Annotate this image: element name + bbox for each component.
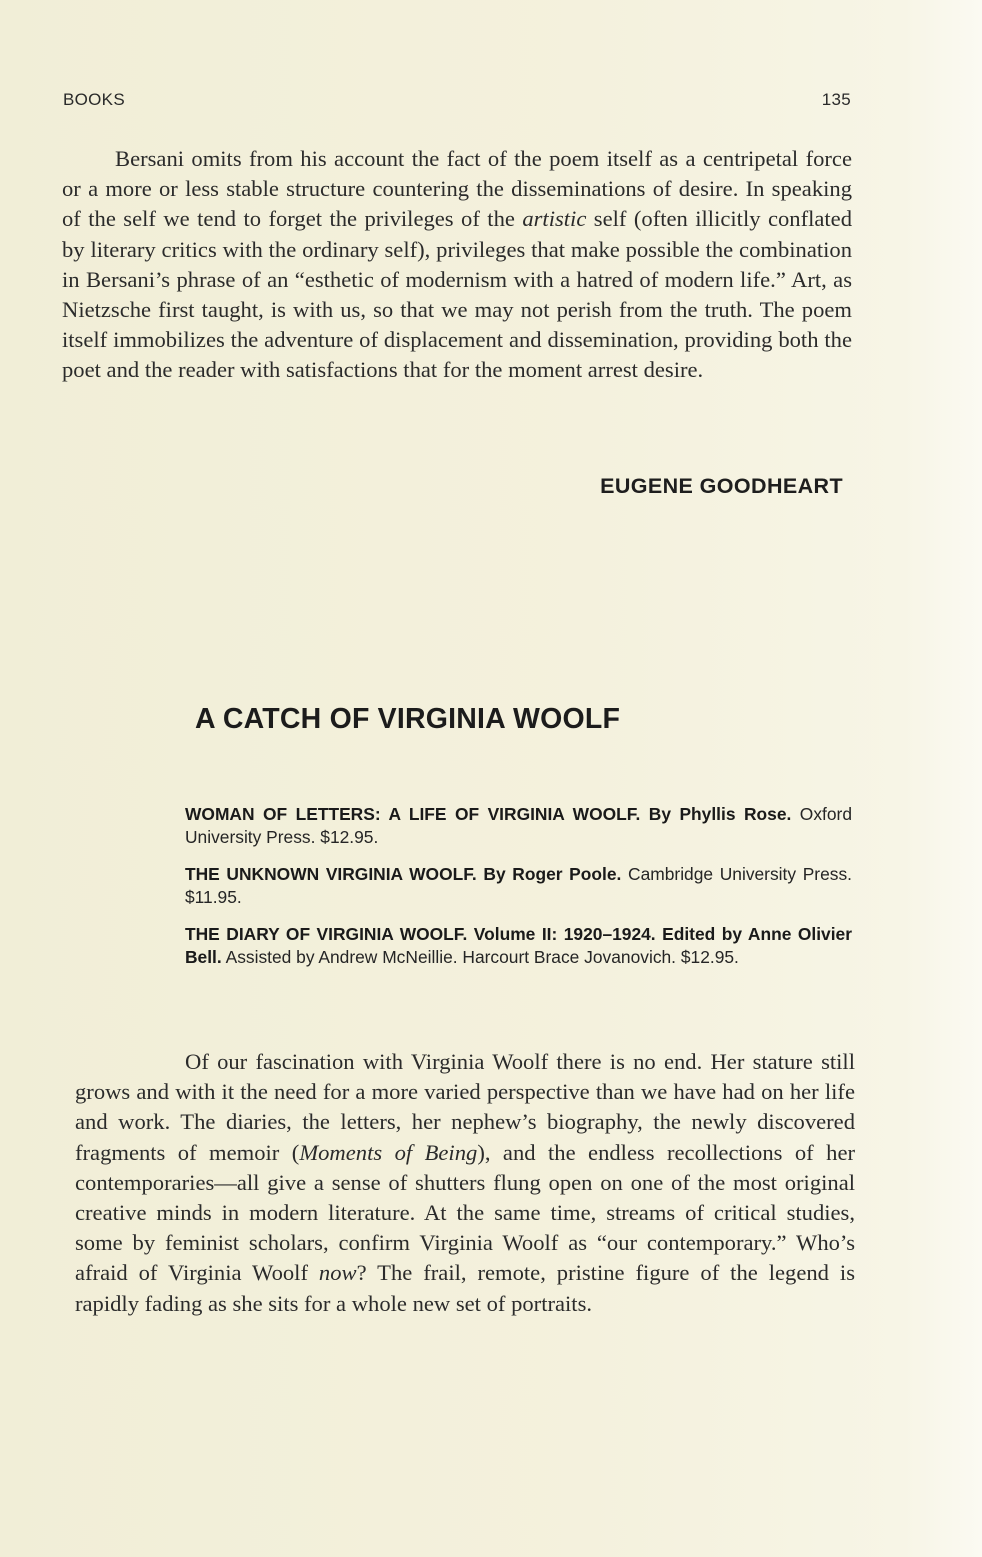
book-title: THE UNKNOWN VIRGINIA WOOLF. By Roger Poole. xyxy=(185,864,622,884)
text-run-italic: now xyxy=(318,1260,357,1286)
reviewed-books-list xyxy=(185,803,852,983)
article-opening-paragraph xyxy=(75,1047,855,1319)
book-publisher: Assisted by Andrew McNeillie. Harcourt Brace Jovanovich. $12.95. xyxy=(221,946,739,967)
text-run: ? The frail, remote, pristine figure of the legend is rapidly fading as she sits for a whole new set of portraits. xyxy=(75,1260,855,1316)
text-run-italic: Moments of Being xyxy=(299,1139,478,1165)
text-run: ), and the endless recollections of her contemporaries—all give a sense of shutters flung open on one of the most original creative minds in modern literature. At the same time, streams of critical studies, some by feminist scholars, confirm Virginia Woolf as “our contemporary.” Who’s afraid of Virginia Woolf xyxy=(75,1139,855,1286)
page-number: 135 xyxy=(821,90,851,109)
text-run: self (often illicitly conflated by literary critics with the ordinary self), privileges that make possible the combination in Bersani’s phrase of an “esthetic of modernism with a hatred of modern life.” Art, as Nietzsche first taught, is with us, so that we may not perish from the truth. The poem itself immobilizes the adventure of displacement and dissemination, providing both the poet and the reader with satisfactions that for the moment arrest desire. xyxy=(62,206,853,383)
running-head xyxy=(63,90,851,110)
book-entry xyxy=(185,863,852,908)
text-run-italic: artistic xyxy=(522,206,587,232)
book-entry xyxy=(185,803,852,848)
text-run: Bersani omits from his account the fact of the poem itself as a centripetal force or a more or less stable structure countering the disseminations of desire. In speaking of the self we tend to forget the privileges of the xyxy=(62,146,852,232)
review-closing-paragraph xyxy=(62,144,852,386)
section-name: BOOKS xyxy=(63,90,125,109)
book-publisher: Oxford University Press. $12.95. xyxy=(185,804,852,847)
reviewer-signature: EUGENE GOODHEART xyxy=(600,474,843,498)
book-publisher: Cambridge University Press. $11.95. xyxy=(185,864,852,907)
book-title: THE DIARY OF VIRGINIA WOOLF. Volume II: 1920–1924. Edited by Anne Olivier Bell. xyxy=(185,924,852,967)
book-title: WOMAN OF LETTERS: A LIFE OF VIRGINIA WOOLF. By Phyllis Rose. xyxy=(185,804,792,824)
text-run: Of our fascination with Virginia Woolf there is no end. Her stature still grows and with it the need for a more varied perspective than we have had on her life and work. The diaries, the letters, her nephew’s biography, the newly discovered fragments of memoir ( xyxy=(75,1049,855,1165)
article-title: A CATCH OF VIRGINIA WOOLF xyxy=(195,703,621,735)
book-entry xyxy=(185,923,852,968)
